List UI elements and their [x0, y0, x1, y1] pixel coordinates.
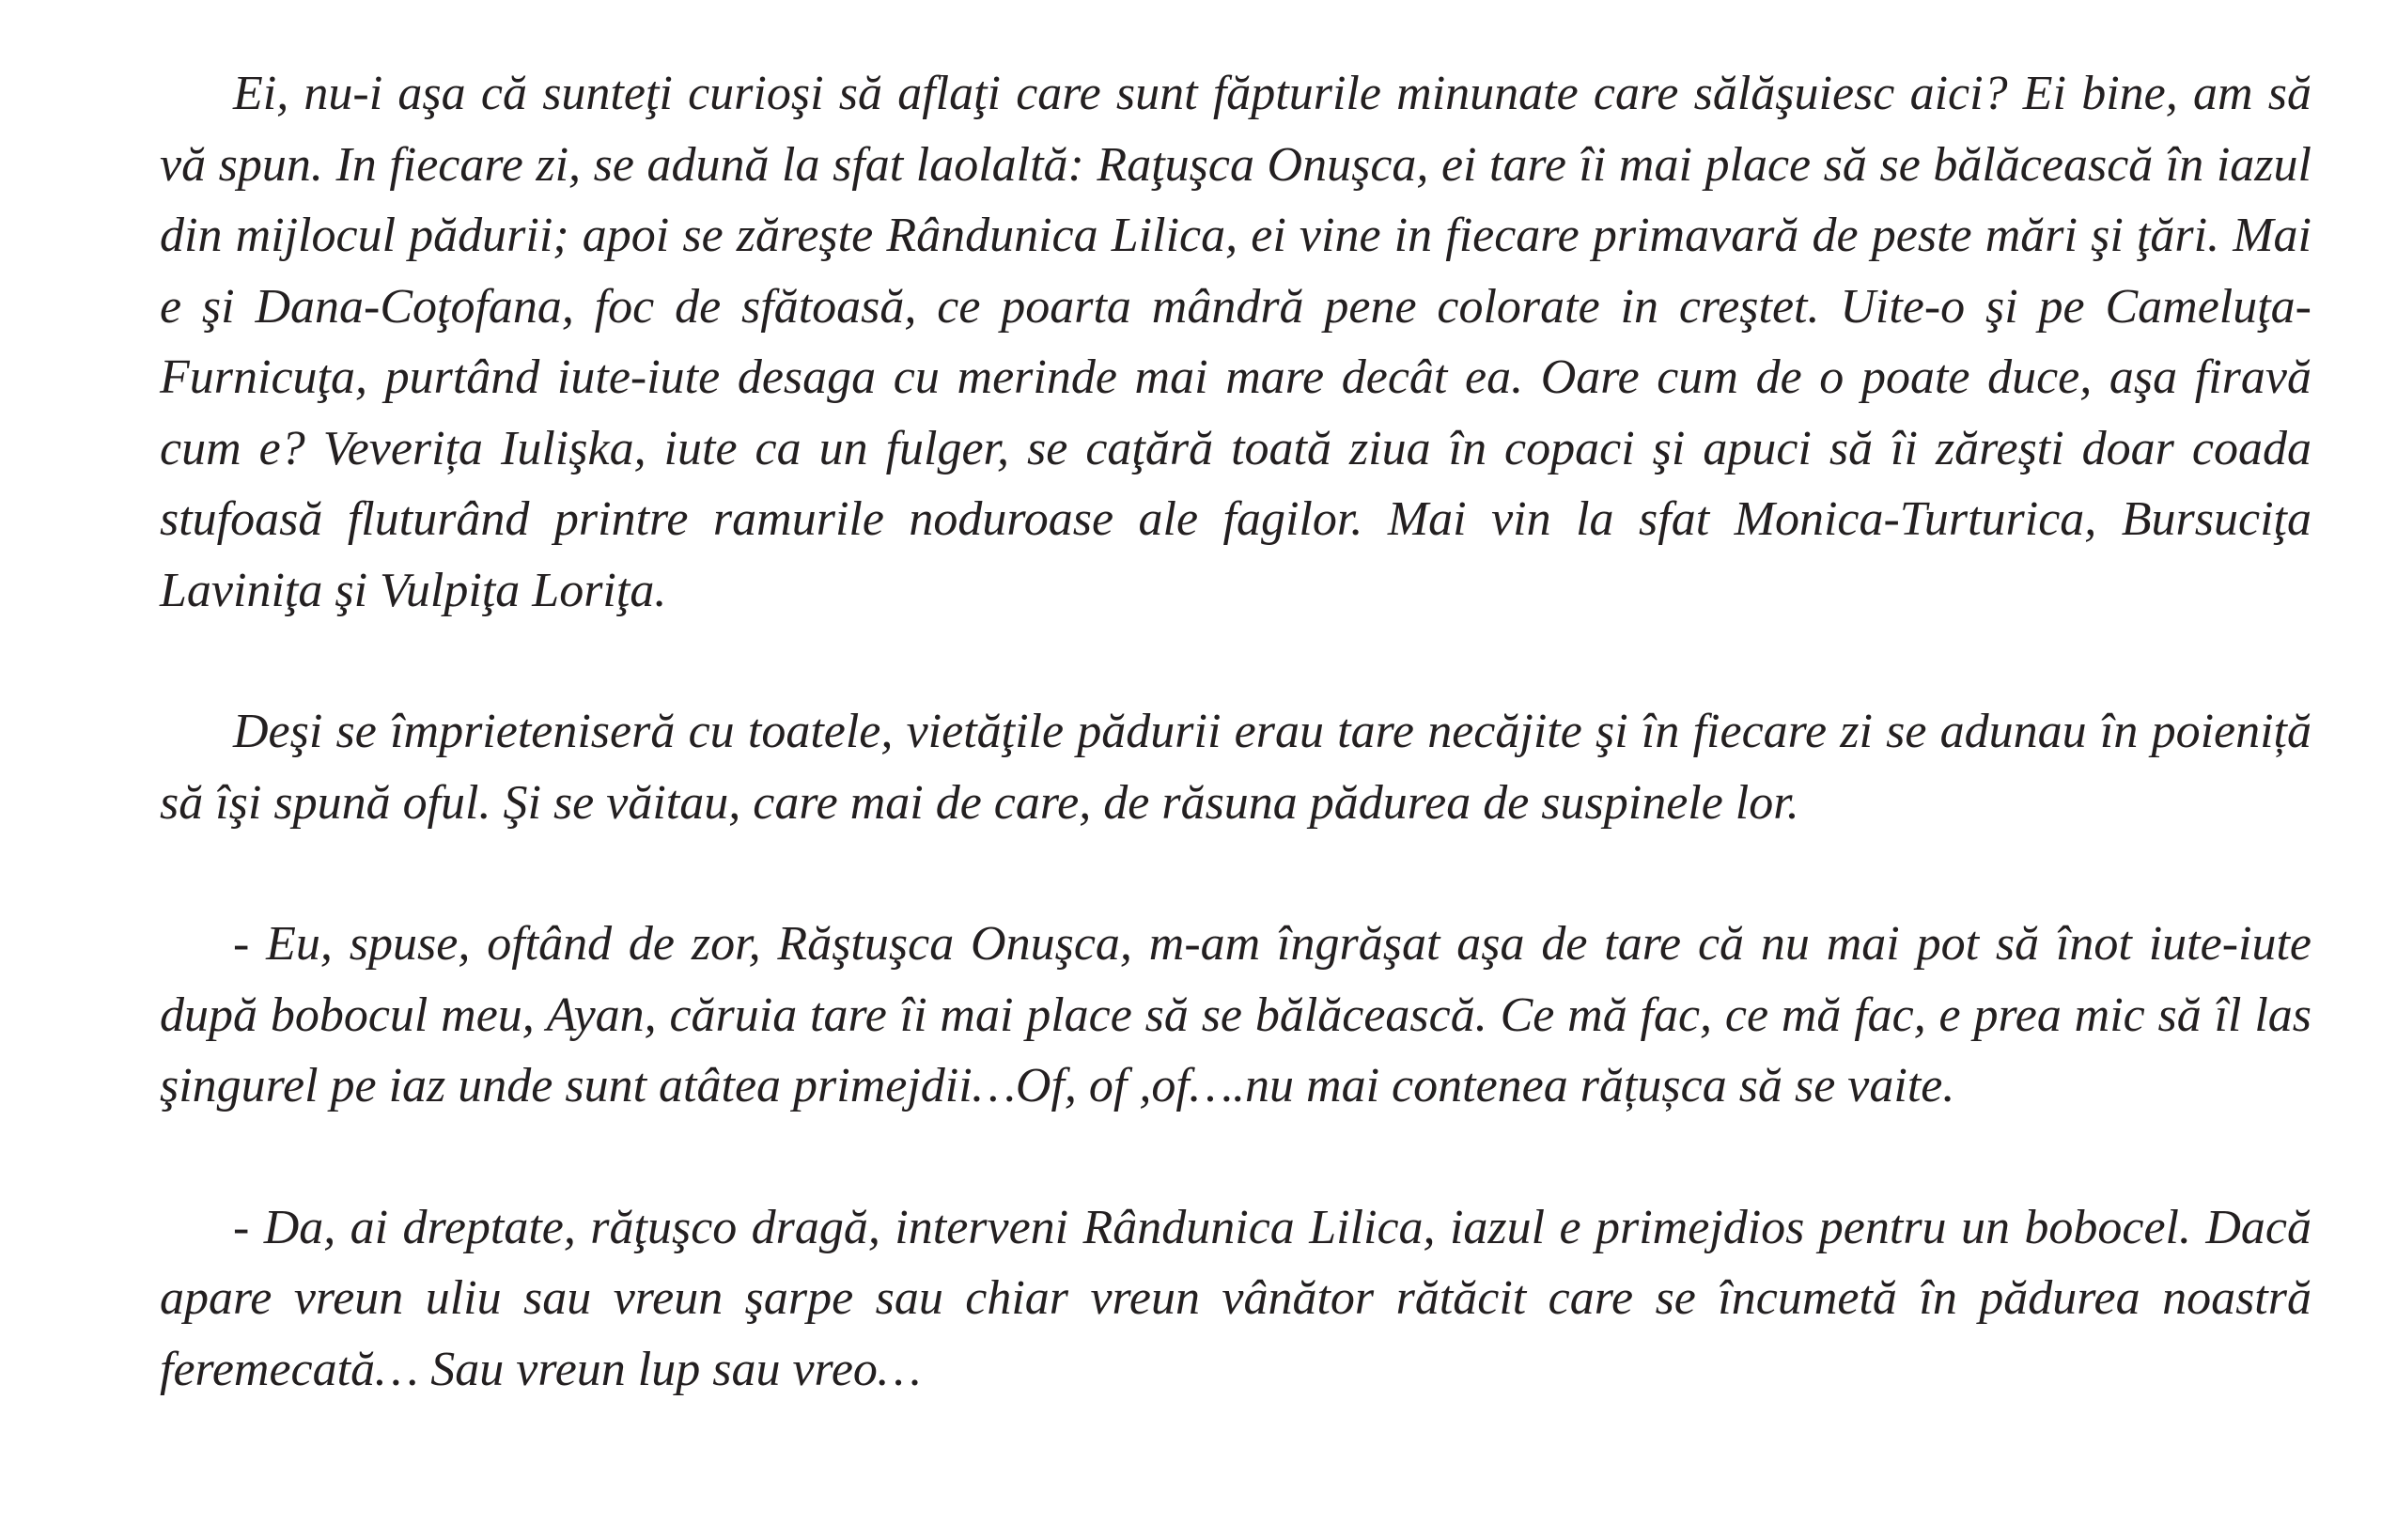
paragraph-swallow-reply: - Da, ai dreptate, răţuşco dragă, interveni Rândunica Lilica, iazul e primejdios pentru un bobocel. Dacă apare vreun uliu sau vreun şarpe sau chiar vreun vânător rătăcit care se încumetă în pădurea noastră feremecată… Sau vreun lup sau vreo…	[160, 1200, 2311, 1396]
paragraph-duck-complaint: - Eu, spuse, oftând de zor, Răştuşca Onuşca, m-am îngrăşat aşa de tare că nu mai pot să înot iute-iute după bobocul meu, Ayan, căruia tare îi mai place să se bălăcească. Ce mă fac, ce mă fac, e prea mic să îl las şingurel pe iaz unde sunt atâtea primejdii…Of, of ,of….nu mai contenea rățușca să se vaite.	[160, 917, 2311, 1112]
story-text	[160, 58, 2311, 1405]
paragraph-intro: Ei, nu-i aşa că sunteţi curioşi să aflaţi care sunt făpturile minunate care sălăşuiesc aici? Ei bine, am să vă spun. In fiecare zi, se adună la sfat laolaltă: Raţuşca Onuşca, ei tare îi mai place să se bălăcească în iazul din mijlocul pădurii; apoi se zăreşte Rândunica Lilica, ei vine in fiecare primavară de peste mări şi ţări. Mai e şi Dana-Coţofana, foc de sfătoasă, ce poarta mândră pene colorate in creştet. Uite-o şi pe Cameluţa-Furnicuţa, purtând iute-iute desaga cu merinde mai mare decât ea. Oare cum de o poate duce, aşa firavă cum e? Veverița Iulişka, iute ca un fulger, se caţără toată ziua în copaci şi apuci să îi zăreşti doar coada stufoasă fluturând printre ramurile noduroase ale fagilor. Mai vin la sfat Monica-Turturica, Bursuciţa Laviniţa şi Vulpiţa Loriţa.	[160, 67, 2311, 617]
paragraph-gathering: Deşi se împrieteniseră cu toatele, vietăţile pădurii erau tare necăjite şi în fiecare zi se adunau în poieniță să îşi spună oful. Şi se văitau, care mai de care, de răsuna pădurea de suspinele lor.	[160, 705, 2311, 830]
